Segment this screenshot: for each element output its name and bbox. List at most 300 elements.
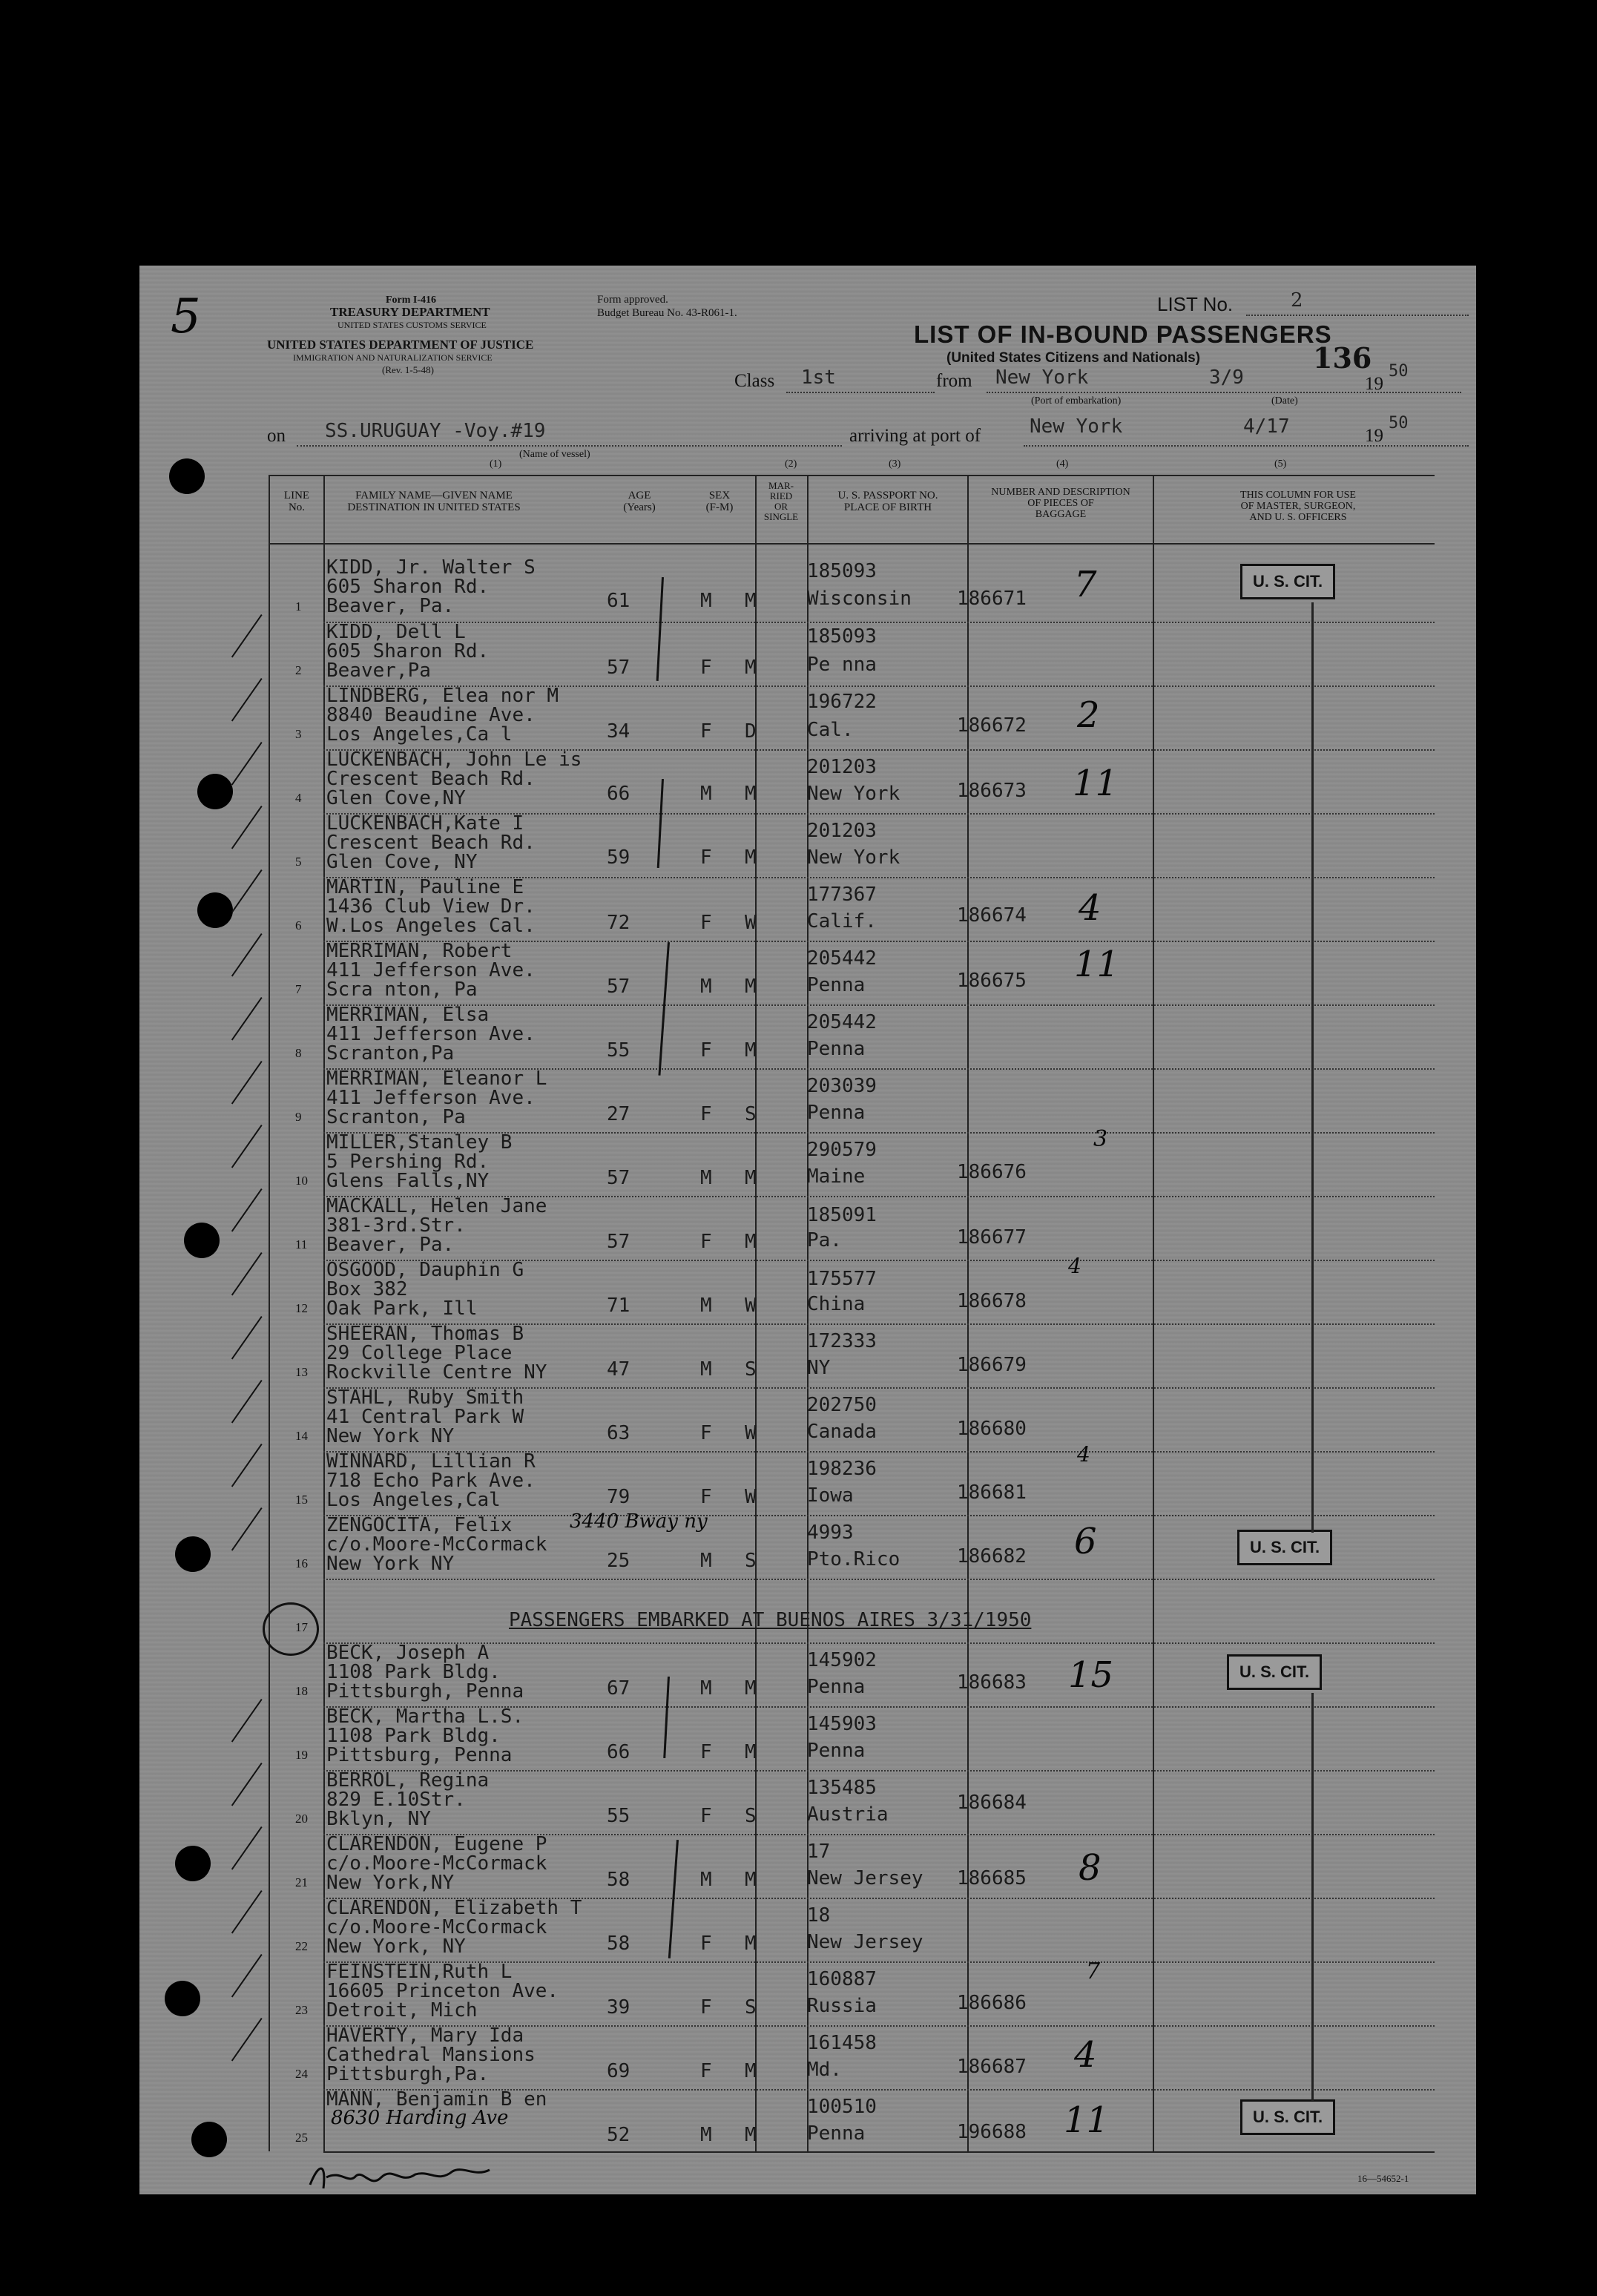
passenger-marital: M <box>745 1932 757 1955</box>
passenger-marital: M <box>745 1167 757 1189</box>
passenger-city: New York, NY <box>326 1935 466 1958</box>
baggage-number: 186684 <box>957 1792 1027 1814</box>
form-number: Form I-416 <box>386 295 437 306</box>
passenger-street: 411 Jefferson Ave. <box>326 1023 536 1045</box>
passenger-street: c/o.Moore-McCormack <box>326 1852 547 1875</box>
passenger-sex: F <box>700 1231 712 1253</box>
passenger-city: Scranton,Pa <box>326 1042 455 1065</box>
passenger-street: 605 Sharon Rd. <box>326 576 490 598</box>
passenger-age: 27 <box>607 1103 630 1125</box>
passenger-sex: F <box>700 1103 712 1125</box>
passenger-sex: M <box>700 1677 712 1700</box>
row-line-number: 13 <box>295 1365 308 1379</box>
passenger-marital: M <box>745 1741 757 1763</box>
col-number-5: (5) <box>1274 458 1287 470</box>
passenger-sex: F <box>700 846 712 869</box>
customs-service: UNITED STATES CUSTOMS SERVICE <box>337 320 487 330</box>
row-line-number: 20 <box>295 1812 308 1826</box>
table-bottom-border <box>323 2151 1435 2153</box>
passenger-street: 1108 Park Bldg. <box>326 1725 501 1747</box>
passenger-street: c/o.Moore-McCormack <box>326 1533 547 1556</box>
place-of-birth: Iowa <box>807 1484 854 1507</box>
col-divider <box>269 475 270 2151</box>
baggage-count: 11 <box>1064 2099 1110 2141</box>
place-of-birth: New Jersey <box>807 1867 923 1889</box>
passenger-city: Glens Falls,NY <box>326 1170 490 1192</box>
baggage-number: 196688 <box>957 2121 1027 2143</box>
passenger-marital: S <box>745 1103 757 1125</box>
on-label: on <box>267 426 286 446</box>
passenger-city: Pittsburgh,Pa. <box>326 2063 490 2085</box>
passport-number: 205442 <box>807 947 877 970</box>
passenger-sex: F <box>700 1422 712 1444</box>
passenger-age: 55 <box>607 1805 630 1827</box>
list-no-value: 2 <box>1291 289 1303 312</box>
us-citizen-stamp: U. S. CIT. <box>1240 2099 1335 2135</box>
passenger-city: Beaver,Pa <box>326 659 431 682</box>
passport-number: 205442 <box>807 1011 877 1033</box>
passenger-name: BECK, Martha L.S. <box>326 1705 524 1728</box>
passenger-sex: M <box>700 1295 712 1317</box>
row-line-number: 1 <box>295 599 302 614</box>
place-of-birth: Canada <box>807 1421 877 1443</box>
passport-number: 202750 <box>807 1394 877 1416</box>
passenger-age: 59 <box>607 846 630 869</box>
revision: (Rev. 1-5-48) <box>382 364 434 375</box>
row-line-number: 23 <box>295 2003 308 2017</box>
passenger-city: Beaver, Pa. <box>326 1234 455 1256</box>
passenger-city: Detroit, Mich <box>326 1999 478 2022</box>
mann-address-note: 8630 Harding Ave <box>331 2107 509 2129</box>
row-line-number: 16 <box>295 1556 308 1570</box>
baggage-count: 3 <box>1093 1126 1108 1152</box>
arriving-label: arriving at port of <box>849 426 981 446</box>
header-bottom-border <box>269 543 1435 545</box>
baggage-count: 4 <box>1074 2034 1097 2076</box>
date-caption: (Date) <box>1271 395 1298 407</box>
passenger-age: 66 <box>607 783 630 805</box>
passenger-sex: F <box>700 1932 712 1955</box>
col-number-2: (2) <box>785 458 797 470</box>
passenger-street: 411 Jefferson Ave. <box>326 1087 536 1109</box>
passenger-city: Scra nton, Pa <box>326 978 478 1001</box>
passenger-age: 34 <box>607 720 630 743</box>
passenger-name: LUCKENBACH, John Le is <box>326 749 582 771</box>
baggage-number: 186685 <box>957 1867 1027 1889</box>
passenger-sex: M <box>700 783 712 805</box>
passport-number: 160887 <box>807 1968 877 1990</box>
punch-hole <box>191 2122 227 2157</box>
passenger-marital: M <box>745 2060 757 2082</box>
place-of-birth: Penna <box>807 1038 866 1060</box>
passenger-age: 58 <box>607 1869 630 1891</box>
passenger-marital: S <box>745 1805 757 1827</box>
passenger-street: c/o.Moore-McCormack <box>326 1916 547 1938</box>
passenger-name: WINNARD, Lillian R <box>326 1450 536 1473</box>
passport-number: 177367 <box>807 884 877 906</box>
passport-number: 196722 <box>807 691 877 713</box>
row-line-number: 5 <box>295 855 302 869</box>
buenos-aires-header: PASSENGERS EMBARKED AT BUENOS AIRES 3/31/1950 <box>509 1609 1032 1631</box>
passenger-age: 58 <box>607 1932 630 1955</box>
departure-date: 3/9 <box>1209 366 1244 389</box>
passenger-name: KIDD, Dell L <box>326 621 466 643</box>
punch-hole <box>169 458 205 494</box>
us-citizen-stamp: U. S. CIT. <box>1237 1530 1332 1565</box>
class-value: 1st <box>801 366 836 389</box>
passenger-age: 52 <box>607 2124 630 2146</box>
passenger-marital: D <box>745 720 757 743</box>
us-citizen-stamp: U. S. CIT. <box>1227 1654 1322 1690</box>
passenger-sex: F <box>700 720 712 743</box>
passport-number: 185093 <box>807 625 877 648</box>
passenger-street: 5 Pershing Rd. <box>326 1151 490 1173</box>
passenger-city: Bklyn, NY <box>326 1808 431 1830</box>
passenger-age: 72 <box>607 912 630 934</box>
passenger-city: Pittsburgh, Penna <box>326 1680 524 1703</box>
row-line-number: 2 <box>295 663 302 677</box>
passenger-city: W.Los Angeles Cal. <box>326 915 536 937</box>
punch-hole <box>184 1223 220 1258</box>
header-age: AGE (Years) <box>623 490 656 513</box>
passenger-street: 1436 Club View Dr. <box>326 895 536 918</box>
passport-number: 172333 <box>807 1330 877 1352</box>
officer-pen-line <box>1311 1693 1314 2101</box>
place-of-birth: Wisconsin <box>807 588 912 610</box>
passenger-age: 79 <box>607 1486 630 1508</box>
passenger-street: Box 382 <box>326 1278 408 1300</box>
passenger-age: 67 <box>607 1677 630 1700</box>
place-of-birth: Calif. <box>807 910 877 932</box>
passenger-age: 57 <box>607 657 630 679</box>
passenger-street: 411 Jefferson Ave. <box>326 959 536 981</box>
passenger-name: MERRIMAN, Eleanor L <box>326 1068 547 1090</box>
passenger-city: New York NY <box>326 1553 455 1575</box>
passenger-age: 71 <box>607 1295 630 1317</box>
passenger-marital: M <box>745 657 757 679</box>
passenger-name: HAVERTY, Mary Ida <box>326 2024 524 2047</box>
place-of-birth: Penna <box>807 1740 866 1762</box>
row-line-number: 11 <box>295 1237 308 1251</box>
row-line-number: 6 <box>295 918 302 932</box>
vessel-caption: (Name of vessel) <box>519 449 590 460</box>
place-of-birth: Penna <box>807 974 866 996</box>
passport-number: 161458 <box>807 2032 877 2054</box>
passenger-sex: M <box>700 2124 712 2146</box>
passenger-age: 66 <box>607 1741 630 1763</box>
passenger-marital: S <box>745 1550 757 1572</box>
baggage-number: 186671 <box>957 588 1027 610</box>
passenger-sex: F <box>700 1486 712 1508</box>
signature <box>304 2155 497 2200</box>
row-line-number: 18 <box>295 1684 308 1698</box>
passenger-sex: F <box>700 2060 712 2082</box>
class-label: Class <box>734 371 775 391</box>
place-of-birth: New York <box>807 783 900 805</box>
place-of-birth: Pto.Rico <box>807 1548 900 1570</box>
passport-number: 185093 <box>807 560 877 582</box>
list-no-label: LIST No. <box>1157 293 1234 315</box>
passenger-age: 39 <box>607 1996 630 2019</box>
row-line-number: 7 <box>295 982 302 996</box>
row-line-number: 22 <box>295 1939 308 1953</box>
baggage-number: 186687 <box>957 2056 1027 2078</box>
header-sex: SEX (F-M) <box>705 490 734 513</box>
row-line-number: 9 <box>295 1110 302 1124</box>
passenger-marital: M <box>745 1231 757 1253</box>
row-line-number: 21 <box>295 1875 308 1889</box>
passenger-marital: M <box>745 1677 757 1700</box>
page-title: LIST OF IN-BOUND PASSENGERS <box>914 320 1332 348</box>
row-line-number: 24 <box>295 2067 308 2081</box>
passenger-name: LUCKENBACH,Kate I <box>326 812 524 835</box>
list-no-line <box>1246 315 1469 316</box>
passenger-name: KIDD, Jr. Walter S <box>326 556 536 579</box>
col-divider <box>323 475 325 2151</box>
passenger-marital: M <box>745 1039 757 1062</box>
passenger-age: 25 <box>607 1550 630 1572</box>
baggage-count: 11 <box>1074 944 1120 985</box>
place-of-birth: Md. <box>807 2059 842 2081</box>
col-divider <box>1153 475 1154 2151</box>
passenger-name: MILLER,Stanley B <box>326 1131 513 1154</box>
sheet-number: 136 <box>1313 341 1372 375</box>
baggage-number: 186686 <box>957 1992 1027 2014</box>
passenger-name: STAHL, Ruby Smith <box>326 1387 524 1409</box>
arrival-year: 50 <box>1389 414 1409 432</box>
row-separator <box>323 622 1435 623</box>
place-of-birth: Penna <box>807 1102 866 1124</box>
passenger-sex: F <box>700 657 712 679</box>
passenger-sex: M <box>700 976 712 998</box>
header-name: FAMILY NAME—GIVEN NAME DESTINATION IN UNITED STATES <box>347 490 521 513</box>
passport-number: 201203 <box>807 756 877 778</box>
baggage-count: 7 <box>1074 564 1097 605</box>
vessel-line <box>297 445 842 447</box>
header-married: MAR- RIED OR SINGLE <box>763 480 799 522</box>
passenger-name: MARTIN, Pauline E <box>326 876 524 898</box>
baggage-count: 11 <box>1073 763 1119 804</box>
passenger-name: MANN, Benjamin B en <box>326 2088 547 2111</box>
place-of-birth: New Jersey <box>807 1931 923 1953</box>
passport-number: 198236 <box>807 1458 877 1480</box>
col-number-3: (3) <box>889 458 901 470</box>
place-of-birth: Pe nna <box>807 654 877 676</box>
passenger-name: SHEERAN, Thomas B <box>326 1323 524 1345</box>
passenger-street: 381-3rd.Str. <box>326 1214 466 1237</box>
place-of-birth: Pa. <box>807 1229 842 1251</box>
passenger-city: Oak Park, Ill <box>326 1297 478 1320</box>
passport-number: 4993 <box>807 1522 854 1544</box>
vessel-name: SS.URUGUAY -Voy.#19 <box>325 420 546 442</box>
passenger-age: 61 <box>607 590 630 612</box>
port-caption: (Port of embarkation) <box>1031 395 1122 407</box>
arrival-year-prefix: 19 <box>1365 426 1383 446</box>
passport-number: 201203 <box>807 820 877 842</box>
passport-number: 17 <box>807 1841 831 1863</box>
passenger-marital: M <box>745 976 757 998</box>
passenger-sex: M <box>700 1358 712 1381</box>
place-of-birth: Maine <box>807 1165 866 1188</box>
passenger-city: Los Angeles,Cal <box>326 1489 501 1511</box>
from-label: from <box>936 371 972 391</box>
baggage-number: 186679 <box>957 1354 1027 1376</box>
baggage-count: 4 <box>1077 1442 1090 1467</box>
row-line-number: 25 <box>295 2131 308 2145</box>
passenger-street: Cathedral Mansions <box>326 2044 536 2066</box>
ins-name: IMMIGRATION AND NATURALIZATION SERVICE <box>293 352 493 363</box>
passport-number: 175577 <box>807 1268 877 1290</box>
form-approved: Form approved. <box>597 294 668 306</box>
arrival-line <box>1024 445 1469 447</box>
arrival-port: New York <box>1030 415 1123 438</box>
punch-hole <box>175 1846 211 1881</box>
passport-number: 135485 <box>807 1777 877 1799</box>
row-17-circle <box>263 1602 319 1656</box>
passenger-marital: W <box>745 912 757 934</box>
passenger-sex: F <box>700 1741 712 1763</box>
row-line-number: 15 <box>295 1493 308 1507</box>
passenger-marital: M <box>745 783 757 805</box>
passenger-city: Los Angeles,Ca l <box>326 723 513 746</box>
passenger-marital: W <box>745 1422 757 1444</box>
passenger-street: 1108 Park Bldg. <box>326 1661 501 1683</box>
passenger-age: 57 <box>607 1231 630 1253</box>
passenger-age: 69 <box>607 2060 630 2082</box>
baggage-count: 2 <box>1077 694 1100 736</box>
header-line-no: LINE No. <box>283 490 310 513</box>
row-line-number: 19 <box>295 1748 308 1762</box>
passenger-city: Glen Cove,NY <box>326 787 466 809</box>
row-line-number: 10 <box>295 1174 308 1188</box>
passport-number: 145903 <box>807 1713 877 1735</box>
passenger-sex: F <box>700 912 712 934</box>
passenger-sex: F <box>700 1039 712 1062</box>
passenger-marital: W <box>745 1486 757 1508</box>
passenger-name: FEINSTEIN,Ruth L <box>326 1961 513 1983</box>
baggage-count: 4 <box>1068 1254 1081 1278</box>
passenger-street: Crescent Beach Rd. <box>326 768 536 790</box>
passenger-marital: M <box>745 590 757 612</box>
passenger-age: 57 <box>607 1167 630 1189</box>
passenger-name: OSGOOD, Dauphin G <box>326 1259 524 1281</box>
passport-number: 185091 <box>807 1204 877 1226</box>
row-separator <box>323 1004 1435 1006</box>
header-passport: U. S. PASSPORT NO. PLACE OF BIRTH <box>837 490 938 513</box>
baggage-count: 4 <box>1079 887 1102 929</box>
passport-number: 145902 <box>807 1649 877 1671</box>
punch-hole <box>165 1981 200 2016</box>
passenger-marital: M <box>745 2124 757 2146</box>
passenger-name: CLARENDON, Elizabeth T <box>326 1897 582 1919</box>
passport-number: 203039 <box>807 1075 877 1097</box>
baggage-count: 8 <box>1079 1847 1102 1889</box>
passenger-name: MACKALL, Helen Jane <box>326 1195 547 1217</box>
baggage-count: 6 <box>1074 1521 1097 1562</box>
passport-number: 290579 <box>807 1139 877 1161</box>
passenger-city: New York NY <box>326 1425 455 1447</box>
punch-hole <box>197 892 233 928</box>
passenger-name: ZENGOCITA, Felix <box>326 1514 513 1536</box>
baggage-number: 186675 <box>957 970 1027 992</box>
from-line <box>987 392 1461 393</box>
row-line-number: 3 <box>295 727 302 741</box>
passenger-street: 718 Echo Park Ave. <box>326 1470 536 1492</box>
passenger-name: MERRIMAN, Elsa <box>326 1004 490 1026</box>
place-of-birth: China <box>807 1293 866 1315</box>
passenger-city: Beaver, Pa. <box>326 595 455 617</box>
row-line-number: 17 <box>295 1620 308 1634</box>
place-of-birth: Russia <box>807 1995 877 2017</box>
header-officers: THIS COLUMN FOR USE OF MASTER, SURGEON, AND U. S. OFFICERS <box>1240 490 1356 523</box>
arrival-date: 4/17 <box>1243 415 1290 438</box>
passenger-city: Glen Cove, NY <box>326 851 478 873</box>
passenger-sex: M <box>700 1550 712 1572</box>
passenger-street: Crescent Beach Rd. <box>326 832 536 854</box>
baggage-number: 186682 <box>957 1545 1027 1568</box>
place-of-birth: Cal. <box>807 719 854 741</box>
passenger-city: Scranton, Pa <box>326 1106 466 1128</box>
passenger-marital: S <box>745 1996 757 2019</box>
budget-bureau: Budget Bureau No. 43-R061-1. <box>597 307 737 319</box>
passenger-name: CLARENDON, Eugene P <box>326 1833 547 1855</box>
punch-hole <box>197 774 233 809</box>
page-subtitle: (United States Citizens and Nationals) <box>946 350 1201 366</box>
us-citizen-stamp: U. S. CIT. <box>1240 564 1335 599</box>
baggage-number: 186677 <box>957 1226 1027 1249</box>
baggage-number: 186673 <box>957 780 1027 802</box>
from-value: New York <box>995 366 1089 389</box>
passenger-street: 16605 Princeton Ave. <box>326 1980 559 2002</box>
baggage-number: 186683 <box>957 1671 1027 1694</box>
baggage-number: 186678 <box>957 1290 1027 1312</box>
passenger-name: MERRIMAN, Robert <box>326 940 513 962</box>
passenger-city: Rockville Centre NY <box>326 1361 547 1384</box>
margin-mark: 5 <box>171 289 201 344</box>
table-top-border <box>269 475 1435 476</box>
passport-number: 100510 <box>807 2096 877 2118</box>
passenger-street: 8840 Beaudine Ave. <box>326 704 536 726</box>
baggage-number: 186676 <box>957 1161 1027 1183</box>
passenger-age: 57 <box>607 976 630 998</box>
treasury-department: TREASURY DEPARTMENT <box>330 305 490 319</box>
passenger-marital: S <box>745 1358 757 1381</box>
col-number-1: (1) <box>490 458 502 470</box>
passenger-city: Pittsburg, Penna <box>326 1744 513 1766</box>
footer-code: 16—54652-1 <box>1357 2173 1409 2184</box>
place-of-birth: NY <box>807 1357 831 1379</box>
place-of-birth: New York <box>807 846 900 869</box>
row-line-number: 4 <box>295 791 302 805</box>
baggage-number: 186681 <box>957 1481 1027 1504</box>
col-number-4: (4) <box>1056 458 1069 470</box>
place-of-birth: Penna <box>807 2122 866 2145</box>
row-line-number: 8 <box>295 1046 302 1060</box>
place-of-birth: Penna <box>807 1676 866 1698</box>
place-of-birth: Austria <box>807 1803 889 1826</box>
zengocita-address-note: 3440 Bway ny <box>570 1510 708 1533</box>
baggage-count: 7 <box>1086 1958 1101 1984</box>
passenger-age: 63 <box>607 1422 630 1444</box>
passenger-name: BERROL, Regina <box>326 1769 490 1792</box>
punch-hole <box>175 1536 211 1572</box>
row-line-number: 14 <box>295 1429 308 1443</box>
passenger-sex: F <box>700 1805 712 1827</box>
passenger-marital: M <box>745 846 757 869</box>
baggage-number: 186672 <box>957 714 1027 737</box>
passenger-age: 47 <box>607 1358 630 1381</box>
row-line-number: 12 <box>295 1301 308 1315</box>
